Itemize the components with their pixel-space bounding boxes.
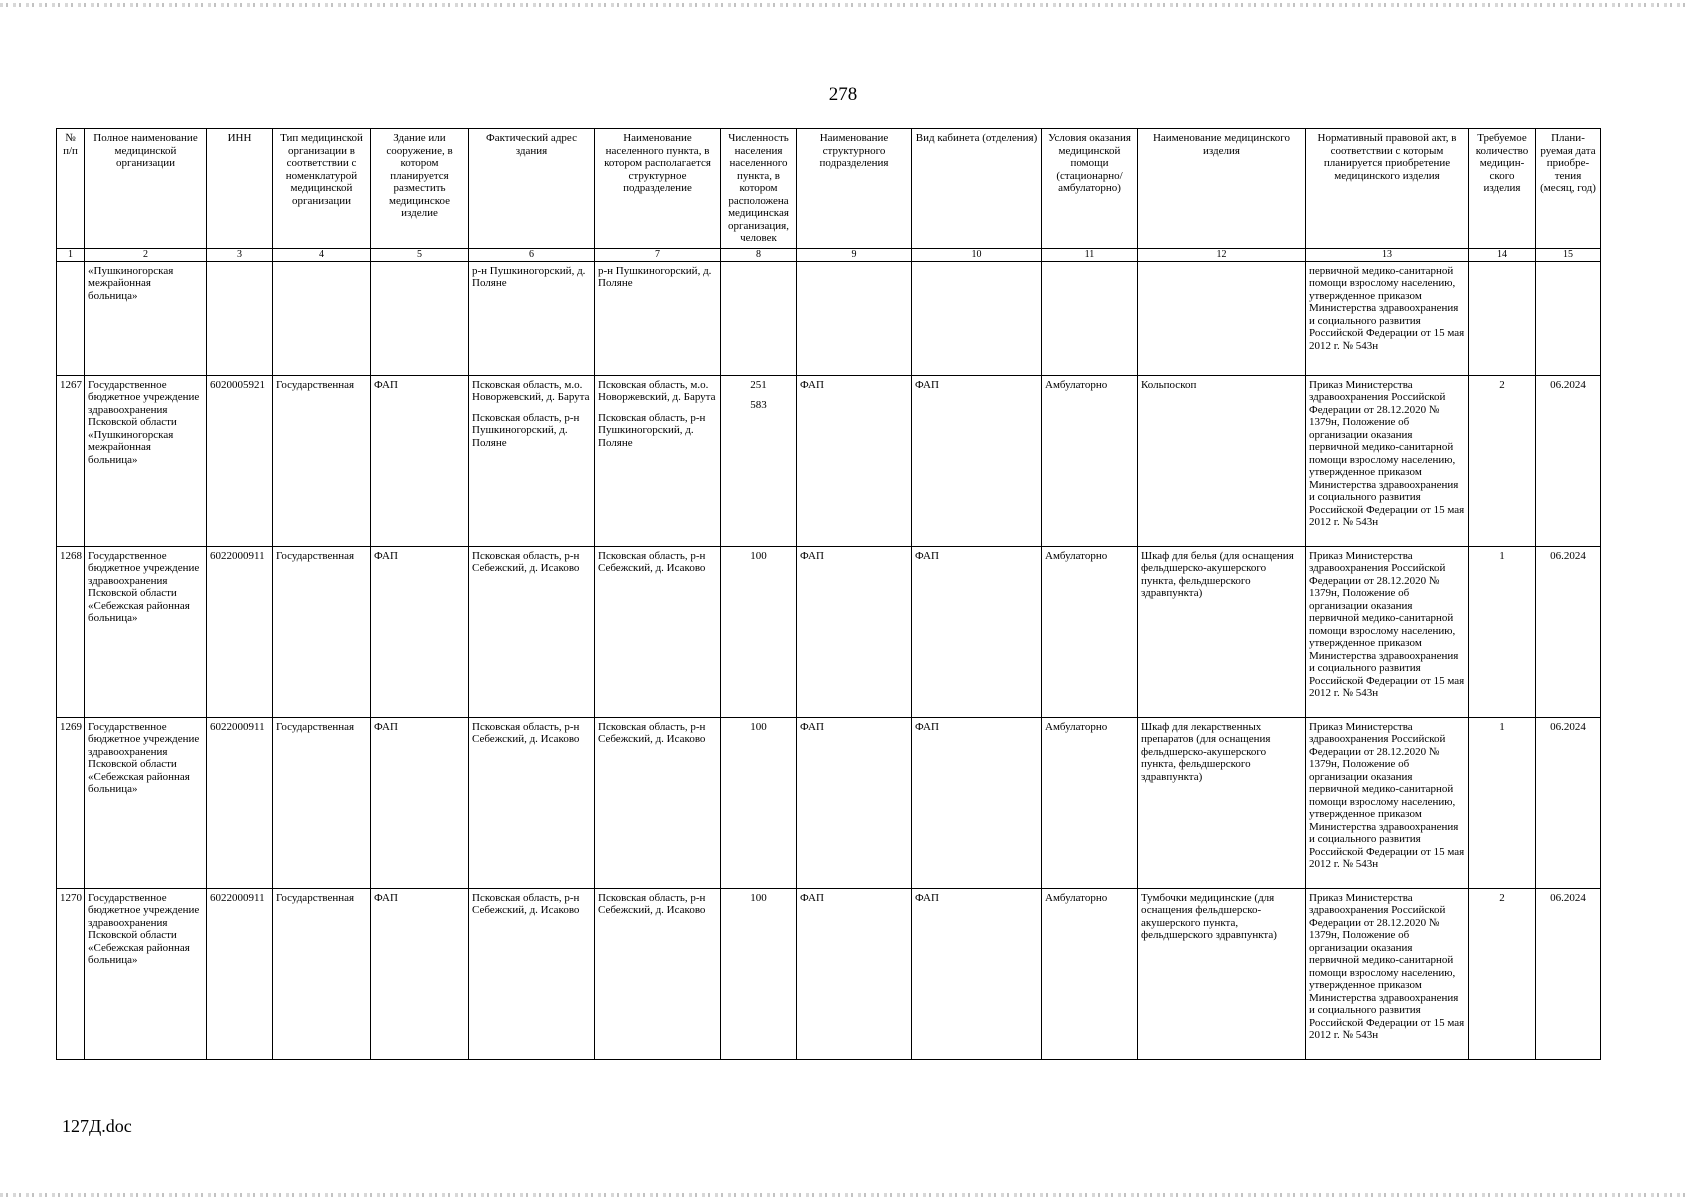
cell-address-line: Псковская область, р-н Пушкиногорский, д. Поляне	[472, 411, 580, 449]
cell-device: Кольпоскоп	[1138, 375, 1306, 546]
column-number: 5	[371, 248, 469, 261]
column-header: Тип медицинской организации в соответствии с номенклатурой медицинской организации	[273, 129, 371, 249]
column-header: Вид кабинета (отделения)	[912, 129, 1042, 249]
cell-quantity: 2	[1469, 375, 1536, 546]
cell-num: 1267	[57, 375, 85, 546]
table-row	[57, 717, 1601, 888]
column-number: 9	[797, 248, 912, 261]
column-header: Наименование медицинского изделия	[1138, 129, 1306, 249]
cell-cabinet: ФАП	[912, 375, 1042, 546]
cell-building: ФАП	[371, 375, 469, 546]
column-number: 6	[469, 248, 595, 261]
cell-population-line: 251	[750, 378, 767, 391]
cell-conditions: Амбулаторно	[1042, 888, 1138, 1059]
cell-unit: ФАП	[797, 546, 912, 717]
cell-cabinet: ФАП	[912, 717, 1042, 888]
cell-date	[1536, 261, 1601, 375]
table-row	[57, 888, 1601, 1059]
cell-type	[273, 261, 371, 375]
cell-num: 1269	[57, 717, 85, 888]
cell-settlement-line: Псковская область, р-н Себежский, д. Исаково	[598, 891, 706, 916]
cell-population-line: 100	[750, 549, 767, 562]
cell-settlement	[595, 375, 721, 546]
cell-quantity	[1469, 261, 1536, 375]
cell-legal-act: Приказ Министерства здравоохранения Российской Федерации от 28.12.2020 № 1379н, Положение об организации оказания первичной медико-санитарной помощи взрослому населению, утвержденное приказом Министерства здравоохранения и социального развития Российской Федерации от 15 мая 2012 г. № 543н	[1306, 888, 1469, 1059]
cell-date: 06.2024	[1536, 717, 1601, 888]
cell-settlement: р-н Пушкиногорский, д. Поляне	[595, 261, 721, 375]
column-header: Плани-руемая дата приобре-тения (месяц, год)	[1536, 129, 1601, 249]
cell-address	[469, 546, 595, 717]
column-header: Требуемое количество медицин-ского изделия	[1469, 129, 1536, 249]
column-header: Нормативный правовой акт, в соответствии с которым планируется приобретение медицинского изделия	[1306, 129, 1469, 249]
cell-legal-act: первичной медико-санитарной помощи взрослому населению, утвержденное приказом Министерства здравоохранения и социального развития Российской Федерации от 15 мая 2012 г. № 543н	[1306, 261, 1469, 375]
cell-org: Государственное бюджетное учреждение здравоохранения Псковской области «Себежская районная больница»	[85, 888, 207, 1059]
cell-address	[469, 888, 595, 1059]
cell-population	[721, 888, 797, 1059]
cell-num: 1270	[57, 888, 85, 1059]
cell-address: р-н Пушкиногорский, д. Поляне	[469, 261, 595, 375]
cell-type: Государственная	[273, 888, 371, 1059]
cell-population-line: 100	[750, 720, 767, 733]
cell-legal-act: Приказ Министерства здравоохранения Российской Федерации от 28.12.2020 № 1379н, Положение об организации оказания первичной медико-санитарной помощи взрослому населению, утвержденное приказом Министерства здравоохранения и социального развития Российской Федерации от 15 мая 2012 г. № 543н	[1306, 717, 1469, 888]
column-header: Наименование структурного подразделения	[797, 129, 912, 249]
table-body	[57, 261, 1601, 1059]
cell-population-line: 100	[750, 891, 767, 904]
column-number: 10	[912, 248, 1042, 261]
cell-cabinet: ФАП	[912, 546, 1042, 717]
cell-inn: 6020005921	[207, 375, 273, 546]
cell-org: Государственное бюджетное учреждение здравоохранения Псковской области «Себежская районная больница»	[85, 546, 207, 717]
column-header: Здание или сооружение, в котором планируется разместить медицинское изделие	[371, 129, 469, 249]
cell-address-line: Псковская область, р-н Себежский, д. Исаково	[472, 549, 580, 574]
table-row	[57, 375, 1601, 546]
column-header: Наименование населенного пункта, в котором располагается структурное подразделение	[595, 129, 721, 249]
cell-population	[721, 717, 797, 888]
header-row	[57, 129, 1601, 249]
column-number: 7	[595, 248, 721, 261]
cell-date: 06.2024	[1536, 546, 1601, 717]
cell-building	[371, 261, 469, 375]
cell-org: Государственное бюджетное учреждение здравоохранения Псковской области «Пушкиногорская межрайонная больница»	[85, 375, 207, 546]
cell-type: Государственная	[273, 546, 371, 717]
cell-address	[469, 375, 595, 546]
page-number: 278	[828, 84, 858, 105]
continuation-row	[57, 261, 1601, 375]
cell-unit: ФАП	[797, 717, 912, 888]
cell-population	[721, 261, 797, 375]
cell-unit: ФАП	[797, 888, 912, 1059]
column-number: 3	[207, 248, 273, 261]
cell-settlement-line: Псковская область, р-н Себежский, д. Исаково	[598, 549, 706, 574]
cell-inn: 6022000911	[207, 546, 273, 717]
column-header: № п/п	[57, 129, 85, 249]
cell-building: ФАП	[371, 546, 469, 717]
column-number: 2	[85, 248, 207, 261]
scan-edge-top	[0, 3, 1686, 7]
cell-org: «Пушкиногорская межрайонная больница»	[85, 261, 207, 375]
cell-settlement-line: Псковская область, р-н Пушкиногорский, д. Поляне	[598, 411, 706, 449]
equipment-table	[56, 128, 1601, 1060]
cell-address-line: Псковская область, р-н Себежский, д. Исаково	[472, 720, 580, 745]
cell-conditions: Амбулаторно	[1042, 717, 1138, 888]
cell-settlement-line: Псковская область, р-н Себежский, д. Исаково	[598, 720, 706, 745]
column-header: Полное наименование медицинской организации	[85, 129, 207, 249]
cell-conditions	[1042, 261, 1138, 375]
cell-device: Тумбочки медицинские (для оснащения фельдшерско-акушерского пункта, фельдшерского здравпункта)	[1138, 888, 1306, 1059]
cell-date: 06.2024	[1536, 375, 1601, 546]
cell-num: 1268	[57, 546, 85, 717]
cell-inn	[207, 261, 273, 375]
cell-device: Шкаф для белья (для оснащения фельдшерско-акушерского пункта, фельдшерского здравпункта)	[1138, 546, 1306, 717]
cell-device	[1138, 261, 1306, 375]
column-header: Численность населения населенного пункта, в котором расположена медицинская организация, человек	[721, 129, 797, 249]
cell-type: Государственная	[273, 375, 371, 546]
column-header: Условия оказания медицинской помощи (стационарно/ амбулаторно)	[1042, 129, 1138, 249]
cell-address-line: Псковская область, м.о. Новоржевский, д. Барута	[472, 378, 590, 403]
cell-settlement-line: Псковская область, м.о. Новоржевский, д. Барута	[598, 378, 716, 403]
cell-quantity: 2	[1469, 888, 1536, 1059]
column-number: 8	[721, 248, 797, 261]
cell-unit	[797, 261, 912, 375]
cell-quantity: 1	[1469, 546, 1536, 717]
column-number-row	[57, 248, 1601, 261]
cell-unit: ФАП	[797, 375, 912, 546]
cell-device: Шкаф для лекарственных препаратов (для оснащения фельдшерско-акушерского пункта, фельдшерского здравпункта)	[1138, 717, 1306, 888]
column-header: ИНН	[207, 129, 273, 249]
cell-population	[721, 546, 797, 717]
cell-inn: 6022000911	[207, 717, 273, 888]
cell-address	[469, 717, 595, 888]
column-number: 15	[1536, 248, 1601, 261]
scan-edge-bottom	[0, 1193, 1686, 1197]
cell-settlement	[595, 717, 721, 888]
cell-org: Государственное бюджетное учреждение здравоохранения Псковской области «Себежская районная больница»	[85, 717, 207, 888]
column-number: 13	[1306, 248, 1469, 261]
cell-settlement	[595, 546, 721, 717]
cell-cabinet: ФАП	[912, 888, 1042, 1059]
column-header: Фактический адрес здания	[469, 129, 595, 249]
cell-settlement	[595, 888, 721, 1059]
column-number: 11	[1042, 248, 1138, 261]
cell-cabinet	[912, 261, 1042, 375]
column-number: 12	[1138, 248, 1306, 261]
cell-date: 06.2024	[1536, 888, 1601, 1059]
cell-population-line: 583	[750, 399, 767, 411]
cell-num	[57, 261, 85, 375]
cell-building: ФАП	[371, 717, 469, 888]
cell-population	[721, 375, 797, 546]
column-number: 4	[273, 248, 371, 261]
cell-conditions: Амбулаторно	[1042, 375, 1138, 546]
cell-type: Государственная	[273, 717, 371, 888]
cell-conditions: Амбулаторно	[1042, 546, 1138, 717]
footer-filename: 127Д.doc	[62, 1116, 132, 1136]
cell-legal-act: Приказ Министерства здравоохранения Российской Федерации от 28.12.2020 № 1379н, Положение об организации оказания первичной медико-санитарной помощи взрослому населению, утвержденное приказом Министерства здравоохранения и социального развития Российской Федерации от 15 мая 2012 г. № 543н	[1306, 375, 1469, 546]
column-number: 14	[1469, 248, 1536, 261]
column-number: 1	[57, 248, 85, 261]
cell-building: ФАП	[371, 888, 469, 1059]
cell-inn: 6022000911	[207, 888, 273, 1059]
cell-address-line: Псковская область, р-н Себежский, д. Исаково	[472, 891, 580, 916]
table-row	[57, 546, 1601, 717]
cell-quantity: 1	[1469, 717, 1536, 888]
cell-legal-act: Приказ Министерства здравоохранения Российской Федерации от 28.12.2020 № 1379н, Положение об организации оказания первичной медико-санитарной помощи взрослому населению, утвержденное приказом Министерства здравоохранения и социального развития Российской Федерации от 15 мая 2012 г. № 543н	[1306, 546, 1469, 717]
